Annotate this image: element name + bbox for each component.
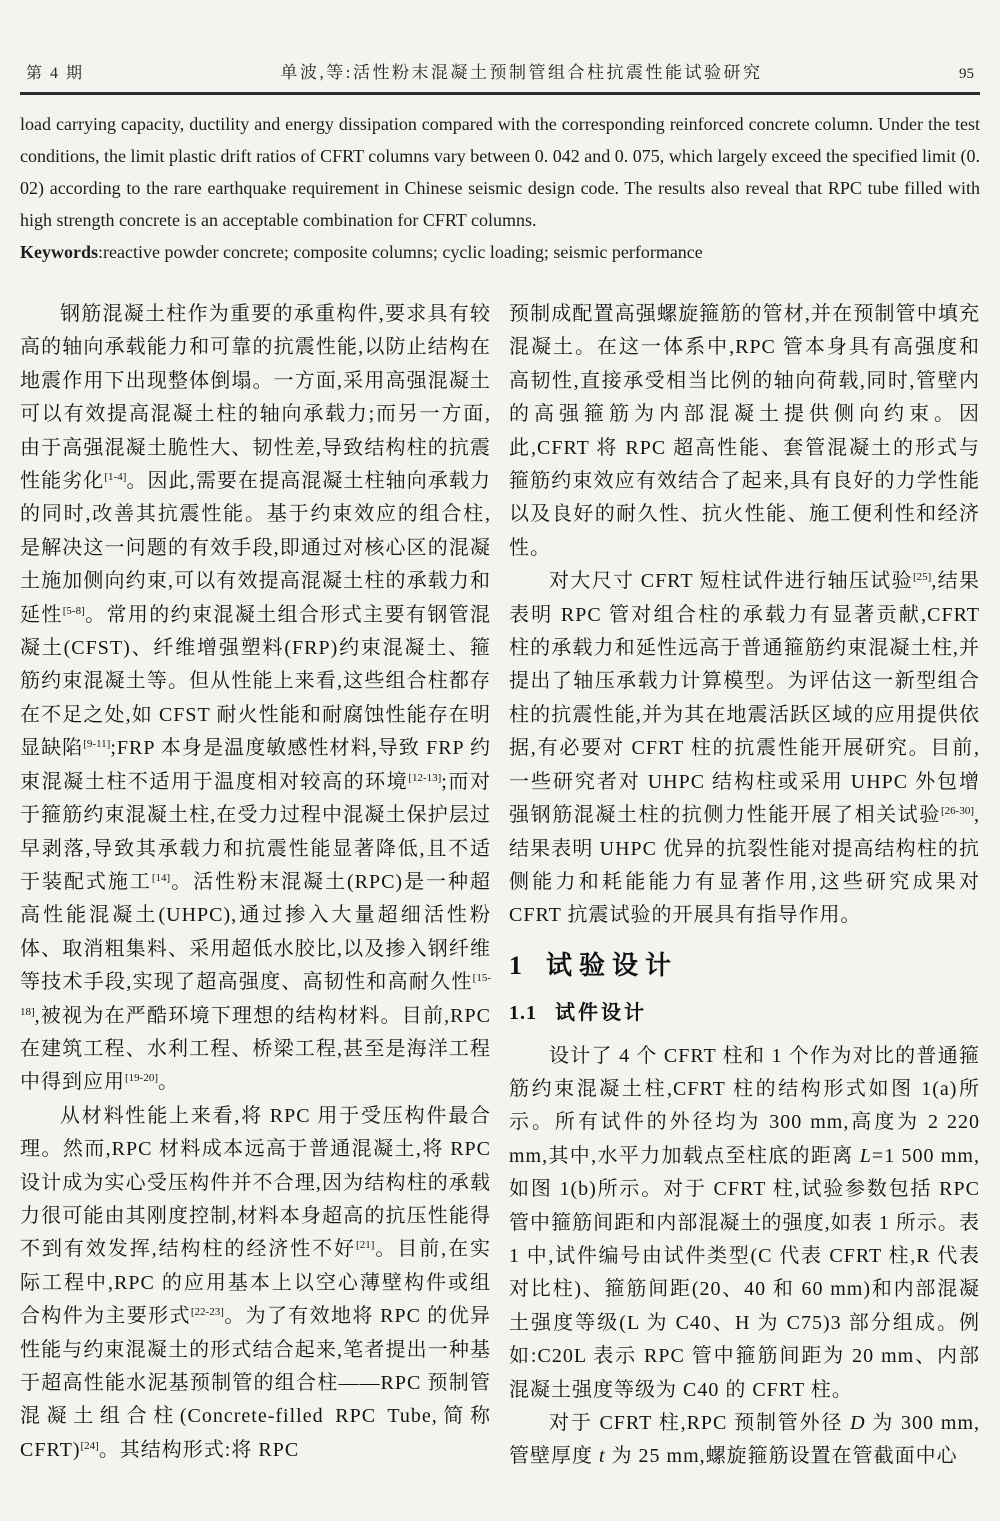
- left-column: [20, 298, 491, 1474]
- reference-superscript: [12-13]: [408, 771, 442, 784]
- reference-superscript: [9-11]: [83, 738, 111, 751]
- reference-superscript: [22-23]: [190, 1306, 224, 1319]
- reference-superscript: [21]: [356, 1239, 375, 1252]
- abstract-section: [20, 108, 980, 268]
- subsection-number: 1.1: [509, 1002, 537, 1025]
- header-rule: [20, 92, 980, 95]
- abstract-continuation-text: load carrying capacity, ductility and energy dissipation compared with the corresponding reinforced concrete column. Under the test conditions, the limit plastic drift ratios of CFRT columns vary between 0. 042 and 0. 075, which largely exceed the specified limit (0. 02) according to the rare earthquake requirement in Chinese seismic design code. The results also reveal that RPC tube filled with high strength concrete is an acceptable combination for CFRT columns.: [20, 114, 980, 230]
- keywords-text: reactive powder concrete; composite columns; cyclic loading; seismic performance: [103, 242, 703, 262]
- running-title: 单波,等:活性粉末混凝土预制管组合柱抗震性能试验研究: [280, 63, 763, 82]
- body-paragraph: 对于 CFRT 柱,RPC 预制管外径 D 为 300 mm,管壁厚度 t 为 25 mm,螺旋箍筋设置在管截面中心: [509, 1412, 980, 1468]
- variable-symbol: t: [599, 1445, 606, 1468]
- page-number: 95: [959, 66, 974, 82]
- page-header: [20, 58, 980, 83]
- reference-superscript: [24]: [80, 1439, 99, 1452]
- reference-superscript: [5-8]: [62, 604, 85, 617]
- body-columns: [20, 298, 980, 1474]
- reference-superscript: [25]: [912, 571, 932, 584]
- reference-superscript: [15-18]: [20, 972, 491, 1018]
- subsection-title: 试件设计: [555, 1002, 647, 1025]
- keywords-line: [20, 236, 980, 268]
- variable-symbol: D: [850, 1412, 866, 1434]
- variable-symbol: L: [859, 1144, 872, 1167]
- section-title: 试验设计: [546, 950, 679, 980]
- reference-superscript: [14]: [151, 871, 171, 884]
- body-paragraph: 钢筋混凝土柱作为重要的承重构件,要求具有较高的轴向承载能力和可靠的抗震性能,以防止结构在地震作用下出现整体倒塌。一方面,采用高强混凝土可以有效提高混凝土柱的轴向承载力;而另一方面,由于高强混凝土脆性大、韧性差,导致结构柱的抗震性能劣化[1-4]。因此,需要在提高混凝土柱轴向承载力的同时,改善其抗震性能。基于约束效应的组合柱,是解决这一问题的有效手段,即通过对核心区的混凝土施加侧向约束,可以有效提高混凝土柱的承载力和延性[5-8]。常用的约束混凝土组合形式主要有钢管混凝土(CFST)、纤维增强塑料(FRP)约束混凝土、箍筋约束混凝土等。但从性能上来看,这些组合柱都存在不足之处,如 CFST 耐火性能和耐腐蚀性能存在明显缺陷[9-11];FRP 本身是温度敏感性材料,导致 FRP 约束混凝土柱不适用于温度相对较高的环境[12-13];而对于箍筋约束混凝土柱,在受力过程中混凝土保护层过早剥落,导致其承载力和抗震性能显著降低,且不适于装配式施工[14]。活性粉末混凝土(RPC)是一种超高性能混凝土(UHPC),通过掺入大量超细活性粉体、取消粗集料、采用超低水胶比,以及掺入钢纤维等技术手段,实现了超高强度、高韧性和高耐久性[15-18],被视为在严酷环境下理想的结构材料。目前,RPC 在建筑工程、水利工程、桥梁工程,甚至是海洋工程中得到应用[19-20]。: [20, 303, 492, 1094]
- keywords-colon: :: [98, 242, 104, 262]
- body-paragraph: 对大尺寸 CFRT 短柱试件进行轴压试验[25],结果表明 RPC 管对组合柱的承载力有显著贡献,CFRT 柱的承载力和延性远高于普通箍筋约束混凝土柱,并提出了轴压承载力计算模型。为评估这一新型组合柱的抗震性能,并为其在地震活跃区域的应用提供依据,有必要对 CFRT 柱的抗震性能开展研究。目前,一些研究者对 UHPC 结构柱或采用 UHPC 外包增强钢筋混凝土柱的抗侧力性能开展了相关试验[26-30],结果表明 UHPC 优异的抗裂性能对提高结构柱的抗侧能力和耗能能力有显著作用,这些研究成果对 CFRT 抗震试验的开展具有指导作用。: [509, 570, 981, 927]
- section-heading: [509, 949, 980, 982]
- subsection-heading: [509, 997, 980, 1030]
- body-paragraph: 预制成配置高强螺旋箍筋的管材,并在预制管中填充混凝土。在这一体系中,RPC 管本身具有高强度和高韧性,直接承受相当比例的轴向荷载,同时,管壁内的高强箍筋为内部混凝土提供侧向约束。因此,CFRT 将 RPC 超高性能、套管混凝土的形式与箍筋约束效应有效结合了起来,具有良好的力学性能以及良好的耐久性、抗火性能、施工便利性和经济性。: [509, 303, 980, 559]
- body-paragraph: 从材料性能上来看,将 RPC 用于受压构件最合理。然而,RPC 材料成本远高于普通混凝土,将 RPC 设计成为实心受压构件并不合理,因为结构柱的承载力很可能由其刚度控制,材料本身超高的抗压性能得不到有效发挥,结构柱的经济性不好[21]。目前,在实际工程中,RPC 的应用基本上以空心薄壁构件或组合构件为主要形式[22-23]。为了有效地将 RPC 的优异性能与约束混凝土的形式结合起来,笔者提出一种基于超高性能水泥基预制管的组合柱——RPC 预制管混凝土组合柱(Concrete-filled RPC Tube,简称 CFRT)[24]。其结构形式:将 RPC: [20, 1104, 492, 1461]
- section-number: 1: [509, 950, 522, 980]
- issue-label: 第 4 期: [26, 65, 85, 82]
- reference-superscript: [26-30]: [941, 805, 974, 818]
- body-paragraph: 设计了 4 个 CFRT 柱和 1 个作为对比的普通箍筋约束混凝土柱,CFRT 柱的结构形式如图 1(a)所示。所有试件的外径均为 300 mm,高度为 2 220 mm,其中,水平力加载点至柱底的距离 L=1 500 mm,如图 1(b)所示。对于 CFRT 柱,试验参数包括 RPC 管中箍筋间距和内部混凝土的强度,如表 1 所示。表 1 中,试件编号由试件类型(C 代表 CFRT 柱,R 代表对比柱)、箍筋间距(20、40 和 60 mm)和内部混凝土强度等级(L 为 C40、H 为 C75)3 部分组成。例如:C20L 表示 RPC 管中箍筋间距为 20 mm、内部混凝土强度等级为 C40 的 CFRT 柱。: [509, 1044, 980, 1401]
- keywords-label: Keywords: [20, 242, 98, 262]
- right-column: [509, 298, 980, 1474]
- reference-superscript: [1-4]: [104, 471, 127, 484]
- reference-superscript: [19-20]: [125, 1072, 158, 1085]
